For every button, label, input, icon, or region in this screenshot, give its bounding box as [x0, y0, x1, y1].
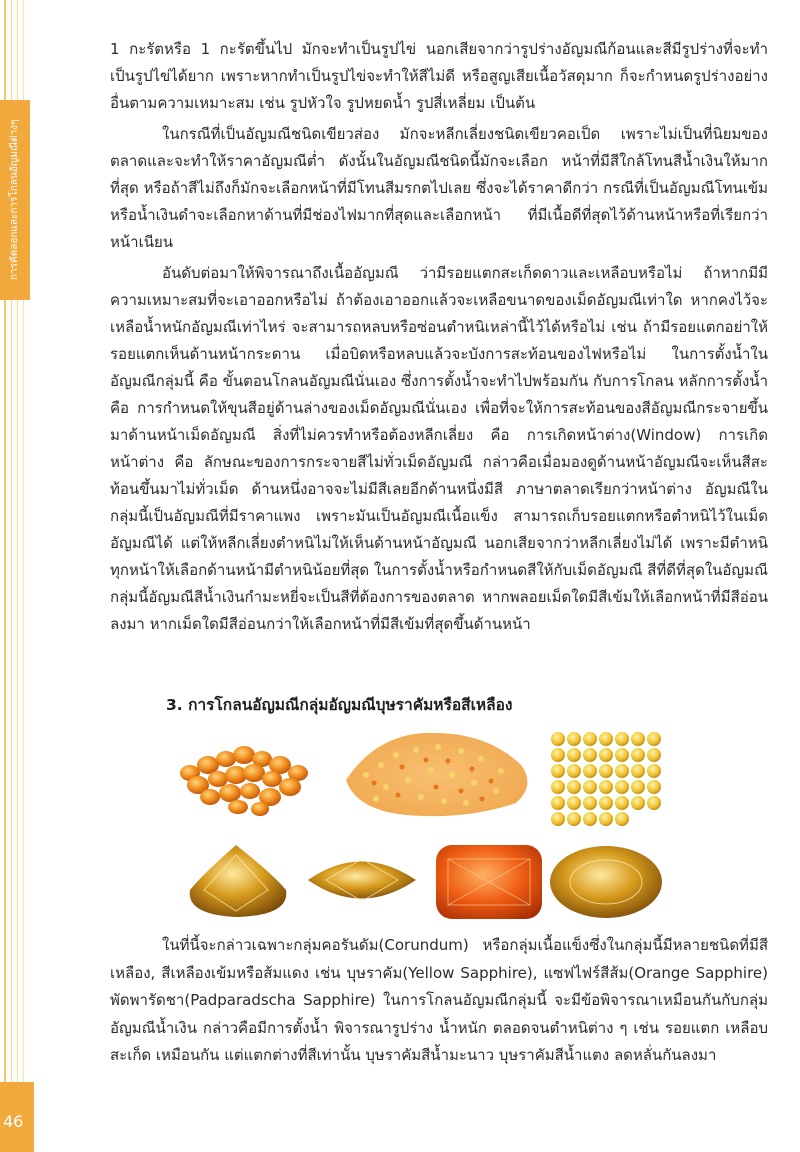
page-number: 46 — [3, 1112, 24, 1131]
body-text — [110, 36, 768, 642]
paragraph: อันดับต่อมาให้พิจารณาถึงเนื้ออัญมณี ว่ามีรอยแตกสะเก็ดดาวและเหลือบหรือไม่ ถ้าหากมีมีความเหมาะสมที่จะเอาออกหรือไม่ ถ้าต้องเอาออกแล้วจะเหลือขนาดของเม็ดอัญมณีเท่าใด หากคงไว้จะเหลือน้ำหนักอัญมณีเท่าไหร่ จะสามารถหลบหรือซ่อนตำหนิเหล่านี้ไว้ได้หรือไม่ เช่น ถ้ามีรอยแตกอย่าให้รอยแตกเห็นด้านหน้ากระดาน เมื่อบิดหรือหลบแล้วจะบังการสะท้อนของไฟหรือไม่ ในการตั้งน้ำในอัญมณีกลุ่มนี้ คือ ขั้นตอนโกลนอัญมณีนั่นเอง ซึ่งการตั้งน้ำจะทำไปพร้อมกัน กับการโกลน หลักการตั้งน้ำคือ การกำหนดให้ขุนสีอยู่ด้านล่างของเม็ดอัญมณีนั่นเอง เพื่อที่จะให้การสะท้อนของสีอัญมณีกระจายขึ้นมาด้านหน้าเม็ดอัญมณี สิ่งที่ไม่ควรทำหรือต้องหลีกเลี่ยง คือ การเกิดหน้าต่าง(Window) การเกิดหน้าต่าง คือ ลักษณะของการกระจายสีไม่ทั่วเม็ดอัญมณี กล่าวคือเมื่อมองดูด้านหน้าอัญมณีจะเห็นสีสะท้อนขึ้นมาไม่ทั่วเม็ด ด้านหนึ่งอาจจะไม่มีสีเลยอีกด้านหนึ่งมีสี ภาษาตลาดเรียกว่าหน้าต่าง อัญมณีในกลุ่มนี้เป็นอัญมณีที่มีราคาแพง เพราะมันเป็นอัญมณีเนื้อแข็ง สามารถเก็บรอยแตกหรือตำหนิไว้ในเม็ดอัญมณีได้ แต่ให้หลีกเลี่ยงตำหนิไม่ให้เห็นด้านหน้าอัญมณี นอกเสียจากว่าหลีกเลี่ยงไม่ได้ เพราะมีตำหนิทุกหน้าให้เลือกด้านหน้ามีตำหนิน้อยที่สุด ในการตั้งน้ำหรือกำหนดสีให้กับเม็ดอัญมณี สีที่ดีที่สุดในอัญมณีกลุ่มนี้อัญมณีสีน้ำเงินกำมะหยี่จะเป็นสีที่ต้องการของตลาด หากพลอยเม็ดใดมีสีเข้มให้เลือกหน้าที่มีสีอ่อนลงมา หากเม็ดใดมีสีอ่อนกว่าให้เลือกหน้าที่มีสีเข้มที่สุดขึ้นด้านหน้า — [110, 264, 768, 633]
paragraph: ในที่นี้จะกล่าวเฉพาะกลุ่มคอรันดัม(Corundum) หรือกลุ่มเนื้อแข็งซึ่งในกลุ่มนี้มีหลายชนิดที่มีสีเหลือง, สีเหลืองเข้มหรือส้มแดง เช่น บุษราคัม(Yellow Sapphire), แซฟไฟร์สีส้ม(Orange Sapphire) พัดพารัดชา(Padparadscha Sapphire) ในการโกลนอัญมณีกลุ่มนี้ จะมีข้อพิจารณาเหมือนกันกับกลุ่มอัญมณีน้ำเงิน กล่าวคือมีการตั้งน้ำ พิจารณารูปร่าง น้ำหนัก ตลอดจนตำหนิต่าง ๆ เช่น รอยแตก เหลือบสะเก็ด เหมือนกัน แต่แตกต่างที่สีเท่านั้น บุษราคัมสีน้ำมะนาว บุษราคัมสีน้ำแตง ลดหลั่นกันลงมา — [110, 936, 768, 1064]
body-text-lower — [110, 932, 768, 1070]
orange-gem-cluster — [180, 746, 308, 816]
section-heading: 3. การโกลนอัญมณีกลุ่มอัญมณีบุษราคัมหรือสีเหลือง — [166, 696, 513, 714]
oval-cut-gem — [550, 846, 662, 918]
gemstones-photo — [176, 725, 676, 925]
chapter-side-tab-label: การคัดลอกและการโกลนอัญมณีต่างๆ — [9, 119, 20, 281]
mixed-gem-pile — [346, 733, 527, 816]
paragraph: 1 กะรัตหรือ 1 กะรัตขึ้นไป มักจะทำเป็นรูปไข่ นอกเสียจากว่ารูปร่างอัญมณีก้อนและสีมีรูปร่างที่จะทำเป็นรูปไข่ได้ยาก เพราะหากทำเป็นรูปไข่จะทำให้สีไม่ดี หรือสูญเสียเนื้อวัสดุมาก ก็จะกำหนดรูปร่างอย่างอื่นตามความเหมาะสม เช่น รูปหัวใจ รูปหยดน้ำ รูปสี่เหลี่ยม เป็นต้น — [110, 40, 768, 112]
marquise-cut-gem — [308, 859, 416, 901]
paragraph: ในกรณีที่เป็นอัญมณีชนิดเขียวส่อง มักจะหลีกเลี่ยงชนิดเขียวคอเป็ด เพราะไม่เป็นที่นิยมของตลาดและจะทำให้ราคาอัญมณีต่ำ ดังนั้นในอัญมณีชนิดนี้มักจะเลือก หน้าที่มีสีใกล้โทนสีน้ำเงินให้มากที่สุด หรือถ้าสีไม่ถึงก็มักจะเลือกหน้าที่มีโทนสีมรกตไปเลย ซึ่งจะได้ราคาดีกว่า กรณีที่เป็นอัญมณีโทนเข้มหรือน้ำเงินดำจะเลือกหาด้านที่มีช่องไฟมากที่สุดและเลือกหน้า ที่มีเนื้อดีที่สุดไว้ด้านหน้าหรือที่เรียกว่าหน้าเนียน — [110, 125, 768, 251]
yellow-gem-grid — [551, 732, 661, 826]
pear-cut-gem — [190, 845, 287, 917]
orange-cushion-cut-gem — [436, 845, 542, 919]
